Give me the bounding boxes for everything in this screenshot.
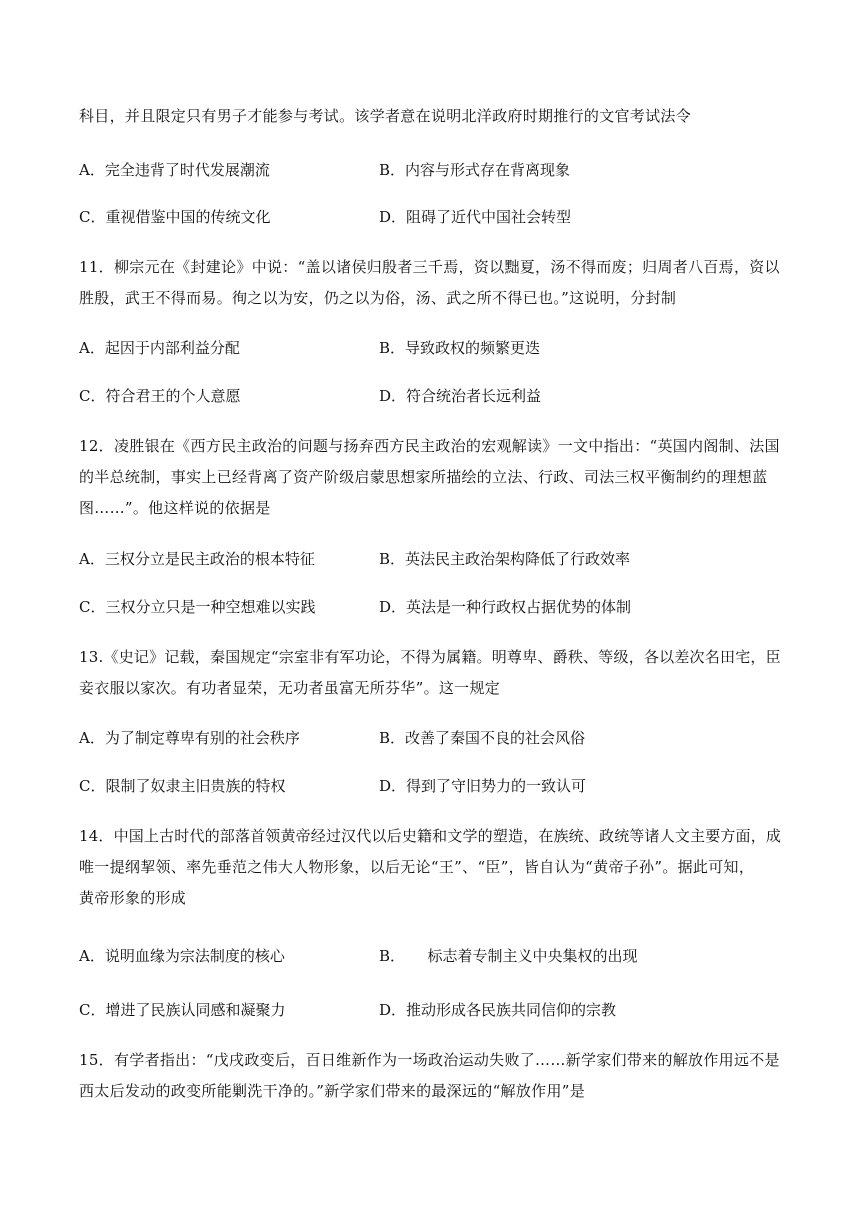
q14-option-d: D．推动形成各民族共同信仰的宗教 [379, 1001, 617, 1019]
q12-stem-line3: 图……”。他这样说的依据是 [79, 499, 271, 517]
q10-option-d: D．阻碍了近代中国社会转型 [379, 208, 572, 226]
q13-option-c: C．限制了奴隶主旧贵族的特权 [79, 777, 286, 795]
q13-stem-line2: 妾衣服以家次。有功者显荣，无功者虽富无所芬华”。这一规定 [79, 679, 501, 697]
q13-option-d: D．得到了守旧势力的一致认可 [379, 777, 587, 795]
q13-stem-line1: 13.《史记》记载，秦国规定“宗室非有军功论，不得为属籍。明尊卑、爵秩、等级，各以差次名田宅，臣 [79, 648, 781, 666]
q15-stem-line2: 西太后发动的政变所能剿洗干净的。”新学家们带来的最深远的“解放作用”是 [79, 1082, 586, 1100]
q11-option-b: B．导致政权的频繁更迭 [379, 339, 541, 357]
q14-option-a: A．说明血缘为宗法制度的核心 [79, 947, 285, 965]
q10-option-b: B．内容与形式存在背离现象 [379, 161, 571, 179]
q14-stem-line1: 14．中国上古时代的部落首领黄帝经过汉代以后史籍和文学的塑造，在族统、政统等诸人文主要方面，成 [79, 827, 782, 845]
q11-stem-line2: 胜殷，武王不得而易。徇之以为安，仍之以为俗，汤、武之所不得已也。”这说明，分封制 [79, 289, 677, 307]
q13-option-b: B．改善了秦国不良的社会风俗 [379, 729, 586, 747]
q11-option-d: D．符合统治者长远利益 [379, 387, 542, 405]
q12-option-c: C．三权分立只是一种空想难以实践 [79, 598, 316, 616]
q12-stem-line1: 12．凌胜银在《西方民主政治的问题与扬弃西方民主政治的宏观解读》一文中指出：“英国内阁制、法国 [79, 437, 780, 455]
q11-option-a: A．起因于内部利益分配 [79, 339, 240, 357]
q10-option-c: C．重视借鉴中国的传统文化 [79, 208, 271, 226]
q14-option-c: C．增进了民族认同感和凝聚力 [79, 1001, 286, 1019]
q12-option-d: D．英法是一种行政权占据优势的体制 [379, 598, 632, 616]
q12-stem-line2: 的半总统制，事实上已经背离了资产阶级启蒙思想家所描绘的立法、行政、司法三权平衡制约的理想蓝 [79, 468, 768, 486]
q12-option-b: B．英法民主政治架构降低了行政效率 [379, 550, 631, 568]
q15-stem-line1: 15．有学者指出：“戊戌政变后，百日维新作为一场政治运动失败了……新学家们带来的解放作用远不是 [79, 1051, 780, 1069]
q12-option-a: A．三权分立是民主政治的根本特征 [79, 550, 315, 568]
q13-option-a: A．为了制定尊卑有别的社会秩序 [79, 729, 300, 747]
q11-option-c: C．符合君王的个人意愿 [79, 387, 241, 405]
q14-stem-line3: 黄帝形象的形成 [79, 889, 187, 907]
q11-stem-line1: 11．柳宗元在《封建论》中说：“盖以诸侯归殷者三千焉，资以黜夏，汤不得而废；归周者八百焉，资以 [79, 258, 780, 276]
q10-option-a: A．完全违背了时代发展潮流 [79, 161, 270, 179]
q10-stem-tail: 科目，并且限定只有男子才能参与考试。该学者意在说明北洋政府时期推行的文官考试法令 [79, 107, 692, 125]
q14-option-b: B． 标志着专制主义中央集权的出现 [379, 947, 638, 965]
q14-stem-line2: 唯一提纲挈领、率先垂范之伟大人物形象，以后无论“王”、“臣”，皆自认为“黄帝子孙”。据此可知， [79, 858, 755, 876]
